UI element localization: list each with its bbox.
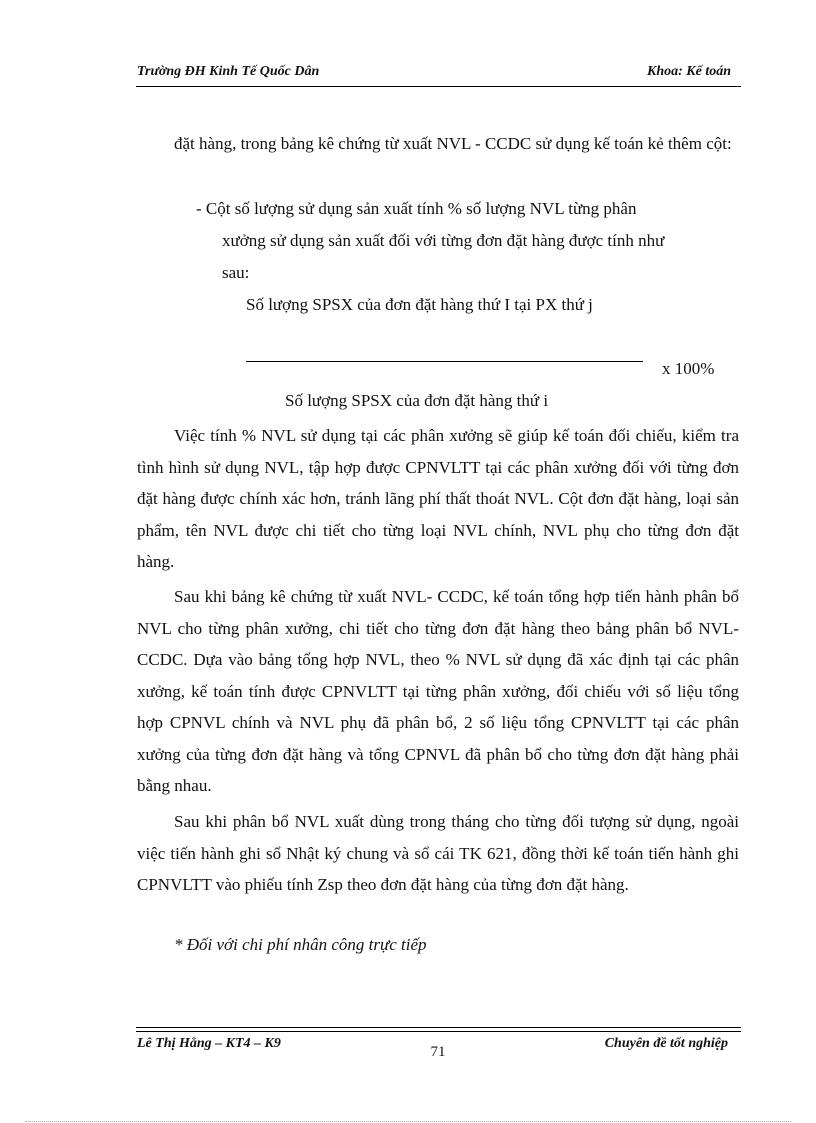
formula-multiplier: x 100% — [662, 359, 715, 378]
bullet-line-3: sau: — [222, 263, 250, 282]
footer-rule-bottom — [136, 1031, 741, 1032]
paragraph-1: Việc tính % NVL sử dụng tại các phân xưởng sẽ giúp kế toán đối chiếu, kiểm tra tình hình sử dụng NVL, tập hợp được CPNVLTT tại các phân xưởng đối với từng đơn đặt hàng được chính xác hơn, tránh lãng phí thất thoát NVL. Cột đơn đặt hàng, loại sản phẩm, tên NVL được chi tiết cho từng loại NVL chính, NVL phụ cho từng đơn đặt hàng. — [137, 426, 739, 571]
formula-numerator: Số lượng SPSX của đơn đặt hàng thứ I tại PX thứ j — [246, 295, 593, 314]
paragraph-2: Sau khi bảng kê chứng từ xuất NVL- CCDC, kế toán tổng hợp tiến hành phân bổ NVL cho từng phân xưởng, chi tiết cho từng đơn đặt hàng theo bảng phân bổ NVL- CCDC. Dựa vào bảng tổng hợp NVL, theo % NVL sử dụng đã xác định tại các phân xưởng, kế toán tính được CPNVLTT tại từng phân xưởng, đối chiếu với số liệu tổng hợp CPNVL chính và NVL phụ đã phân bổ, 2 số liệu tổng CPNVLTT tại các phân xưởng của từng đơn đặt hàng và tổng CPNVL đã phân bổ cho từng đơn đặt hàng phải bằng nhau. — [137, 587, 739, 795]
fraction-bar — [246, 361, 643, 362]
header-rule — [136, 86, 741, 87]
intro-paragraph: đặt hàng, trong bảng kê chứng từ xuất NVL - CCDC sử dụng kế toán kẻ thêm cột: — [174, 134, 732, 153]
header-school: Trường ĐH Kinh Tế Quốc Dân — [137, 64, 320, 79]
footer-title: Chuyên đề tốt nghiệp — [604, 1036, 728, 1051]
page-bottom-divider — [25, 1121, 791, 1122]
paragraph-3: Sau khi phân bổ NVL xuất dùng trong tháng cho từng đối tượng sử dụng, ngoài việc tiến hành ghi sổ Nhật ký chung và sổ cái TK 621, đồng thời kế toán tiến hành ghi CPNVLTT vào phiếu tính Zsp theo đơn đặt hàng của từng đơn đặt hàng. — [137, 812, 739, 894]
subheading: * Đối với chi phí nhân công trực tiếp — [174, 935, 427, 954]
footer-author: Lê Thị Hằng – KT4 – K9 — [137, 1036, 281, 1051]
bullet-line-1: - Cột số lượng sử dụng sản xuất tính % số lượng NVL từng phân — [196, 199, 637, 218]
formula-denominator: Số lượng SPSX của đơn đặt hàng thứ i — [285, 391, 549, 410]
bullet-line-2: xưởng sử dụng sản xuất đối với từng đơn đặt hàng được tính như — [222, 231, 665, 250]
page-number: 71 — [430, 1044, 446, 1060]
footer-rule-top — [136, 1027, 741, 1028]
header-faculty: Khoa: Kế toán — [646, 64, 731, 79]
